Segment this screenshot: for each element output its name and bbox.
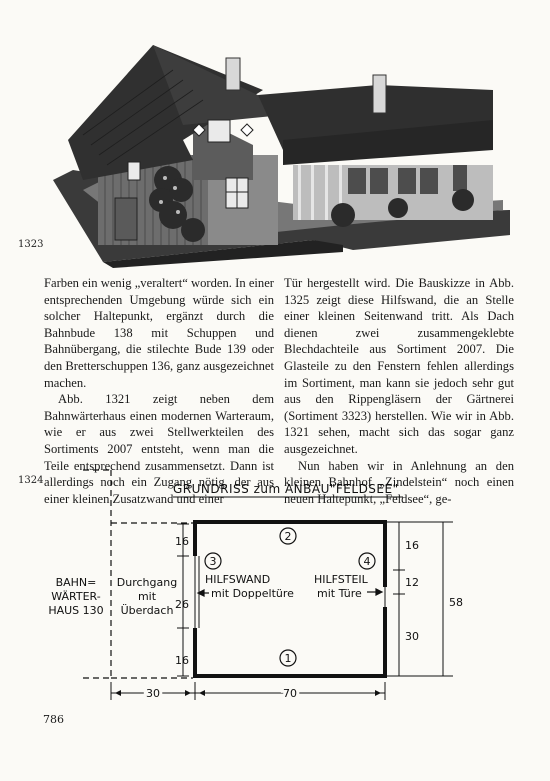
dim-right-bottom: 30 — [405, 630, 419, 643]
dim-left-top: 16 — [175, 535, 189, 548]
floor-plan-diagram — [43, 460, 523, 720]
marker-4: 4 — [363, 555, 371, 568]
dim-right-mid: 12 — [405, 576, 419, 589]
marker-2: 2 — [284, 530, 292, 543]
paragraph: Farben ein wenig „veraltert“ worden. In einer entsprechenden Umgebung würde sich ein solcher Haltepunkt, ergänzt durch die Bahnbude 138 mit Schuppen und Bahnübergang, die stilechte Bude 139 oder den Bretterschuppen 136, ganz ausgezeichnet machen. — [44, 276, 274, 390]
dim-bottom-main: 70 — [283, 687, 297, 700]
house-label-line1: BAHN= — [55, 576, 97, 589]
paragraph: Nun haben wir in Anlehnung an den kleinen Bahnhof „Zindelstein“ noch einen neuen Haltepunkt, „Feldsee“, ge- — [284, 458, 514, 506]
aux-part-sublabel: mit Türe — [317, 587, 362, 600]
dim-bottom-left: 30 — [146, 687, 160, 700]
page-number: 786 — [43, 713, 64, 726]
plan-title: GRUNDRISS zum ANBAU"FELDSEE" — [173, 482, 399, 496]
dim-left-bottom: 16 — [175, 654, 189, 667]
house-label-line3: HAUS 130 — [48, 604, 104, 617]
aux-part-label: HILFSTEIL — [314, 573, 368, 586]
marker-3: 3 — [209, 555, 217, 568]
house-label-line2: WÄRTER- — [51, 590, 101, 603]
passage-line2: mit — [137, 590, 157, 603]
passage-line3: Überdach — [120, 604, 174, 617]
marker-1: 1 — [284, 652, 292, 665]
plan-figure-number: 1324 — [18, 475, 44, 486]
aux-wall-label: HILFSWAND — [205, 573, 271, 586]
station-model-photo — [43, 40, 510, 268]
dim-right-top: 16 — [405, 539, 419, 552]
dim-left-mid: 26 — [175, 598, 189, 611]
aux-wall-sublabel: mit Doppeltüre — [211, 587, 294, 600]
photo-figure-number: 1323 — [18, 239, 44, 250]
paragraph: Abb. 1321 zeigt neben dem Bahnwärterhaus einen modernen Warteraum, wie er aus zwei Stellwerkteilen des Sortiments 2007 entsteht, wenn man die Teile entsprechend zusammensetzt. Dann ist allerdings noch ein Zugang nötig, der aus einer kleinen Zusatzwand und einer — [44, 392, 274, 506]
passage-line1: Durchgang — [116, 576, 178, 589]
paragraph: Tür hergestellt wird. Die Bauskizze in Abb. 1325 zeigt diese Hilfswand, die an Stelle einer kleinen Seitenwand tritt. Als Dach dienen zwei zusammengeklebte Blechdachteile aus Sortiment 2007. Die Glasteile zu den Fenstern fehlen allerdings im Sortiment, man kann sie jedoch sehr gut aus den Rippengläsern der Gärtnerei (Sortiment 3323) herstellen. Wie wir in Abb. 1321 sehen, macht sich das sogar ganz ausgezeichnet. — [284, 276, 514, 456]
dim-right-total: 58 — [449, 596, 463, 609]
